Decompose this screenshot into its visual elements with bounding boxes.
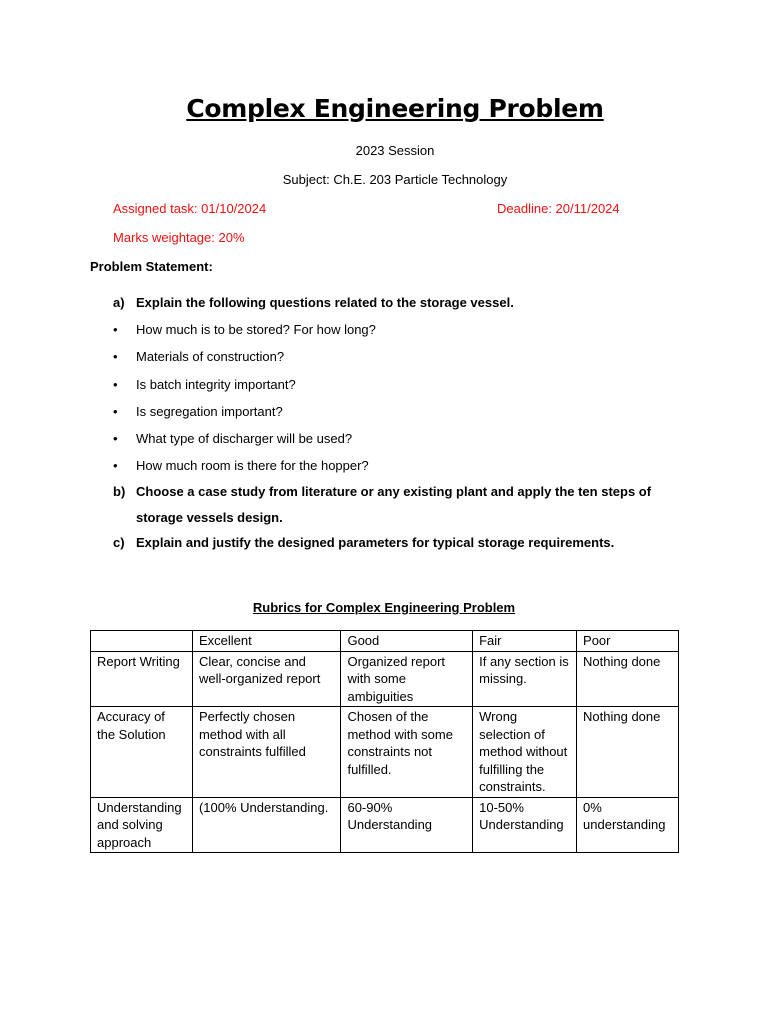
header-cell: [91, 631, 193, 652]
bullet-icon: •: [113, 322, 118, 337]
table-cell: Clear, concise and well-organized report: [192, 651, 341, 707]
rubric-table: [90, 630, 679, 853]
table-cell: 0% understanding: [577, 797, 679, 853]
table-cell: Organized report with some ambiguities: [341, 651, 473, 707]
bullet-icon: •: [113, 458, 118, 473]
bullet-item: Materials of construction?: [136, 349, 285, 364]
table-cell: Perfectly chosen method with all constraints fulfilled: [192, 707, 341, 798]
table-cell: Chosen of the method with some constraints not fulfilled.: [341, 707, 473, 798]
marks-weightage: Marks weightage: 20%: [113, 230, 245, 245]
table-header-row: [91, 631, 679, 652]
table-cell: Report Writing: [91, 651, 193, 707]
bullet-item: Is batch integrity important?: [136, 377, 296, 392]
bullet-icon: •: [113, 349, 118, 364]
bullet-item: What type of discharger will be used?: [136, 431, 353, 446]
bullet-icon: •: [113, 377, 118, 392]
table-row: [91, 707, 679, 798]
rubric-title: Rubrics for Complex Engineering Problem: [252, 600, 516, 615]
bullet-item: How much is to be stored? For how long?: [136, 322, 376, 337]
item-text-a: Explain the following questions related to the storage vessel.: [136, 295, 514, 310]
bullet-icon: •: [113, 431, 118, 446]
table-row: [91, 651, 679, 707]
page-title: Complex Engineering Problem: [186, 94, 604, 123]
bullet-icon: •: [113, 404, 118, 419]
problem-statement-heading: Problem Statement:: [90, 259, 213, 274]
deadline-date: Deadline: 20/11/2024: [497, 201, 620, 216]
header-cell: Good: [341, 631, 473, 652]
header-cell: Fair: [473, 631, 577, 652]
item-label-b: b): [113, 484, 126, 499]
subject-line: Subject: Ch.E. 203 Particle Technology: [282, 172, 508, 187]
bullet-item: Is segregation important?: [136, 404, 283, 419]
item-label-c: c): [113, 535, 125, 550]
assigned-date: Assigned task: 01/10/2024: [113, 201, 267, 216]
session-line: 2023 Session: [355, 143, 435, 158]
bullet-item: How much room is there for the hopper?: [136, 458, 369, 473]
header-cell: Excellent: [192, 631, 341, 652]
table-cell: (100% Understanding.: [192, 797, 341, 853]
table-cell: Understanding and solving approach: [91, 797, 193, 853]
table-cell: Nothing done: [577, 707, 679, 798]
item-text-b-continued: storage vessels design.: [136, 510, 283, 525]
table-cell: 10-50% Understanding: [473, 797, 577, 853]
item-text-b: Choose a case study from literature or any existing plant and apply the ten steps of: [136, 484, 652, 499]
table-cell: Nothing done: [577, 651, 679, 707]
item-label-a: a): [113, 295, 125, 310]
table-cell: Accuracy of the Solution: [91, 707, 193, 798]
table-cell: Wrong selection of method without fulfilling the constraints.: [473, 707, 577, 798]
header-cell: Poor: [577, 631, 679, 652]
item-text-c: Explain and justify the designed parameters for typical storage requirements.: [136, 535, 615, 550]
table-cell: If any section is missing.: [473, 651, 577, 707]
table-cell: 60-90% Understanding: [341, 797, 473, 853]
table-row: [91, 797, 679, 853]
